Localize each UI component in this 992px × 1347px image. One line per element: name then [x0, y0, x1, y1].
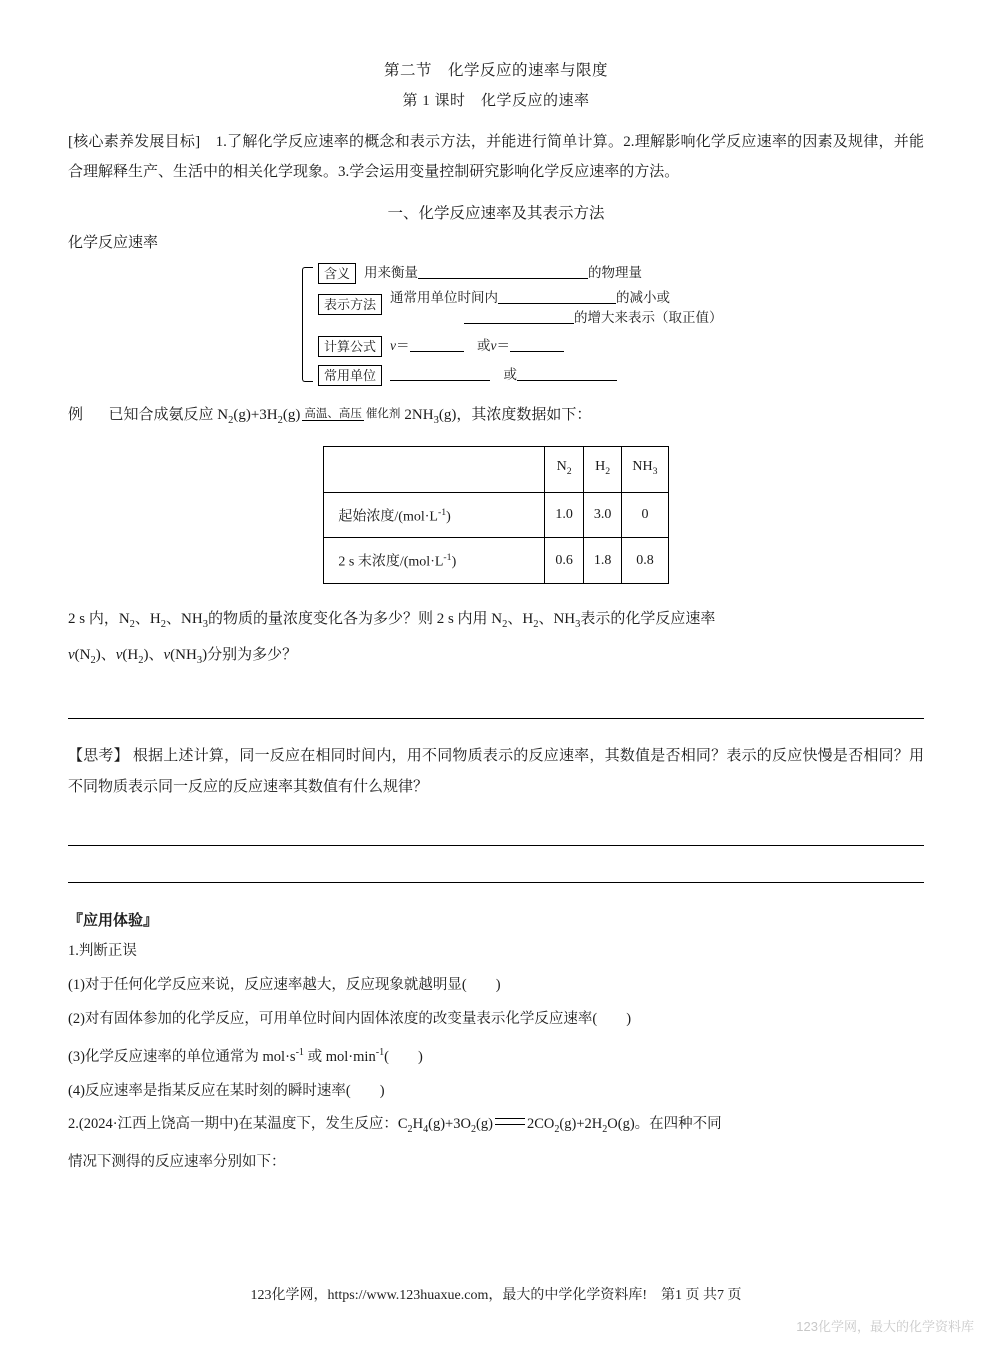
apply-q2-line2: 情况下测得的反应速率分别如下：	[68, 1153, 286, 1170]
example-question-line1: 2 s 内，$N_2$、$H_2$、$NH_3$的物质的量浓度变化各为多少？则 2 s 内用 $N_2$、$H_2$、$NH_3$表示的化学反应速率	[68, 611, 716, 631]
cell-2s-h2: 1.8	[583, 538, 622, 584]
page-footer: 123化学网，https://www.123huaxue.com，最大的中学化学资料库! 第1 页 共7 页	[250, 1288, 742, 1303]
table-header-n2: $N_2$	[545, 447, 584, 493]
diagram-box-units: 常用单位	[318, 365, 382, 386]
example-lead: 已知合成氨反应 $N_2(g)+3H_2(g)$	[108, 407, 301, 426]
apply-q1-heading: 1.判断正误	[68, 943, 137, 960]
example-question-line2: $v(N_2)$、$v(H_2)$、$v(NH_3)$分别为多少？	[68, 647, 298, 667]
apply-q2	[68, 1108, 924, 1178]
diagram-text-meaning: 用来衡量 的物理量	[364, 265, 643, 280]
think-answer-line-1[interactable]	[68, 811, 924, 846]
example-block	[68, 402, 924, 584]
reaction-conditions: 高温、高压 催化剂	[304, 408, 401, 421]
diagram-row-meaning	[318, 263, 748, 284]
answer-blank-line[interactable]	[68, 684, 924, 719]
apply-q2-line1: 2.(2024·江西上饶高一期中)在某温度下，发生反应：$C_2H_4(g)+3O_2(g)$ $2CO_2(g)+2H_2O(g)$。在四种不同	[68, 1115, 722, 1135]
section-heading: 一、化学反应速率及其表示方法	[387, 205, 605, 222]
table-row	[324, 492, 668, 538]
concentration-table	[323, 446, 668, 584]
diagram-row-representation	[318, 288, 748, 328]
table-row	[324, 538, 668, 584]
table-header-row	[324, 447, 668, 493]
think-label: 【思考】	[68, 748, 129, 765]
list-item: (2)对有固体参加的化学反应，可用单位时间内固体浓度的改变量表示化学反应速率( )	[68, 1011, 632, 1028]
list-item: (1)对于任何化学反应来说，反应速率越大，反应现象就越明显( )	[68, 977, 501, 994]
list-item: (3)化学反应速率的单位通常为 $mol\cdot s^{-1}$ 或 $mol\cdot\min^{-1}$( )	[68, 1047, 423, 1065]
page-title: 第二节 化学反应的速率与限度	[383, 62, 608, 79]
page-subtitle: 第 1 课时 化学反应的速率	[402, 93, 590, 109]
example-label: 例	[68, 407, 84, 423]
cell-2s-nh3: 0.8	[622, 538, 668, 584]
diagram-text-representation: 通常用单位时间内 的减小或 的增大来表示（取正值）	[390, 290, 723, 325]
diagram-row-formula	[318, 336, 748, 357]
example-question	[68, 604, 924, 719]
cell-2s-n2: 0.6	[545, 538, 584, 584]
table-header-h2: $H_2$	[583, 447, 622, 493]
think-text: 根据上述计算，同一反应在相同时间内，用不同物质表示的反应速率，其数值是否相同？表示的反应快慢是否相同？用不同物质表示同一反应的反应速率其数值有什么规律？	[68, 748, 924, 796]
table-header-nh3: $NH_3$	[622, 447, 668, 493]
apply-section-heading: 『应用体验』	[68, 913, 159, 930]
concept-diagram	[318, 263, 748, 386]
think-answer-line-2[interactable]	[68, 848, 924, 883]
row-label-2s: 2 s 末浓度$/(mol\cdot L^{-1})$	[324, 538, 545, 584]
watermark: 123化学网，最大的化学资料库	[796, 1319, 974, 1334]
diagram-box-formula: 计算公式	[318, 336, 382, 357]
cell-initial-nh3: 0	[622, 492, 668, 538]
diagram-brace	[302, 267, 313, 382]
row-label-initial: 起始浓度$/(mol\cdot L^{-1})$	[324, 492, 545, 538]
diagram-box-representation: 表示方法	[318, 294, 382, 315]
topic-label: 化学反应速率	[68, 235, 159, 251]
cell-initial-h2: 3.0	[583, 492, 622, 538]
think-block	[68, 741, 924, 883]
core-objectives: [核心素养发展目标] 1.了解化学反应速率的概念和表示方法，并能进行简单计算。2.理解影响化学反应速率的因素及规律，并能合理解释生产、生活中的相关化学现象。3.学会运用变量控制研究影响化学反应速率的方法。	[68, 134, 924, 180]
table-corner-cell	[324, 447, 545, 493]
diagram-text-formula: v＝ 或v＝	[390, 336, 564, 356]
page-content	[68, 58, 924, 1178]
cell-initial-n2: 1.0	[545, 492, 584, 538]
diagram-text-units: 或	[390, 365, 617, 385]
example-tail: $2NH_3(g)$，其浓度数据如下：	[404, 407, 592, 426]
list-item: (4)反应速率是指某反应在某时刻的瞬时速率( )	[68, 1082, 385, 1099]
diagram-row-units	[318, 365, 748, 386]
diagram-box-meaning: 含义	[318, 263, 356, 284]
